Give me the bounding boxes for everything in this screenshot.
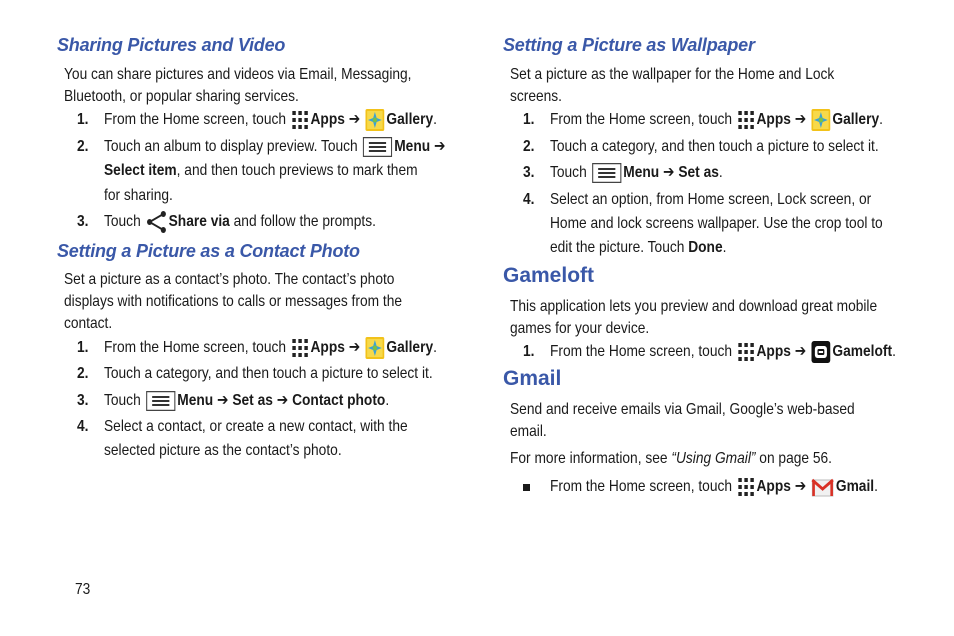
- gmail-bullet: [550, 475, 878, 499]
- gmail-label: Gmail: [835, 478, 875, 495]
- step-number: 2.: [77, 365, 89, 382]
- wallpaper-step1: [550, 108, 883, 132]
- period: .: [718, 164, 723, 181]
- menu-icon: [592, 163, 621, 183]
- contact-step4-line2: selected picture as the contact’s photo.: [104, 442, 342, 459]
- menu-label: Menu: [177, 392, 214, 409]
- gallery-icon: [366, 109, 385, 131]
- menu-label: Menu: [394, 138, 431, 155]
- heading-contact-photo: Setting a Picture as a Contact Photo: [57, 241, 360, 261]
- arrow: ➔: [794, 343, 807, 360]
- select-item-label: Select item: [104, 162, 177, 179]
- heading-gameloft: Gameloft: [503, 264, 595, 287]
- apps-grid-icon: [292, 110, 309, 130]
- gameloft-icon: [812, 341, 831, 363]
- sharing-step2-line2: [104, 159, 418, 183]
- done-label: Done: [688, 239, 723, 256]
- contact-step2: Touch a category, and then touch a picture to select it.: [104, 365, 433, 382]
- period: .: [722, 239, 727, 256]
- info-text: on page 56.: [759, 450, 833, 467]
- period: .: [385, 392, 390, 409]
- share-via-label: Share via: [168, 213, 230, 230]
- period: .: [874, 478, 878, 495]
- arrow: ➔: [348, 339, 361, 356]
- step-number: 3.: [77, 213, 89, 230]
- gmail-intro-line1: Send and receive emails via Gmail, Google’s web-based: [510, 401, 855, 418]
- wallpaper-step4-line2: Home and lock screens wallpaper. Use the crop tool to: [550, 215, 883, 232]
- step-number: 4.: [77, 418, 89, 435]
- contact-step4-line1: Select a contact, or create a new contact, with the: [104, 418, 408, 435]
- cross-reference-link[interactable]: “Using Gmail”: [671, 450, 756, 467]
- step-text: From the Home screen, touch: [104, 111, 287, 128]
- step-text: Touch: [104, 213, 141, 230]
- gameloft-intro-line1: This application lets you preview and download great mobile: [510, 298, 878, 315]
- apps-label: Apps: [310, 339, 345, 356]
- period: .: [892, 343, 896, 360]
- apps-grid-icon: [738, 477, 755, 497]
- contact-step1: [104, 336, 437, 360]
- wallpaper-step2: Touch a category, and then touch a picture to select it.: [550, 138, 879, 155]
- step-text: From the Home screen, touch: [104, 339, 287, 356]
- sharing-step3: [104, 210, 376, 234]
- step-text: From the Home screen, touch: [550, 478, 733, 495]
- sharing-intro-line1: You can share pictures and videos via Email, Messaging,: [64, 66, 412, 83]
- step-text: and follow the prompts.: [233, 213, 376, 230]
- step-text: From the Home screen, touch: [550, 111, 733, 128]
- step-number: 2.: [523, 138, 535, 155]
- share-icon: [146, 211, 167, 233]
- gameloft-step1: [550, 340, 896, 364]
- step-text: Touch an album to display preview. Touch: [104, 138, 358, 155]
- step-number: 4.: [523, 191, 535, 208]
- step-number: 1.: [77, 111, 89, 128]
- wallpaper-step3: [550, 161, 723, 185]
- wallpaper-step4-line3: [550, 236, 726, 260]
- step-number: 2.: [77, 138, 89, 155]
- menu-label: Menu: [623, 164, 660, 181]
- heading-sharing-pictures: Sharing Pictures and Video: [57, 35, 286, 55]
- sharing-step2-line3: for sharing.: [104, 187, 173, 204]
- gallery-label: Gallery: [832, 111, 880, 128]
- info-text: For more information, see: [510, 450, 668, 467]
- bullet-marker: [523, 484, 530, 491]
- step-text: From the Home screen, touch: [550, 343, 733, 360]
- gallery-label: Gallery: [386, 111, 434, 128]
- apps-grid-icon: [292, 338, 309, 358]
- apps-grid-icon: [738, 342, 755, 362]
- step-number: 3.: [523, 164, 535, 181]
- step-text: Touch: [550, 164, 587, 181]
- step-text: edit the picture. Touch: [550, 239, 685, 256]
- period: .: [433, 339, 437, 356]
- arrow: ➔: [794, 478, 807, 495]
- step-number: 1.: [523, 343, 535, 360]
- gameloft-label: Gameloft: [832, 343, 893, 360]
- gmail-intro-line2: email.: [510, 423, 547, 440]
- contact-step3: [104, 389, 389, 413]
- arrow: ➔: [433, 138, 446, 155]
- arrow: ➔: [348, 111, 361, 128]
- page-number: 73: [75, 581, 91, 598]
- step-number: 3.: [77, 392, 89, 409]
- menu-icon: [146, 391, 175, 411]
- period: .: [433, 111, 437, 128]
- arrow: ➔: [662, 164, 675, 181]
- step-text: , and then touch previews to mark them: [176, 162, 418, 179]
- gallery-icon: [812, 109, 831, 131]
- apps-label: Apps: [310, 111, 345, 128]
- set-as-label: Set as: [232, 392, 273, 409]
- heading-wallpaper: Setting a Picture as Wallpaper: [503, 35, 755, 55]
- wallpaper-step4-line1: Select an option, from Home screen, Lock screen, or: [550, 191, 872, 208]
- apps-label: Apps: [756, 111, 791, 128]
- gmail-icon: [812, 476, 834, 498]
- heading-gmail: Gmail: [503, 367, 562, 390]
- apps-label: Apps: [756, 478, 791, 495]
- wallpaper-intro-line1: Set a picture as the wallpaper for the Home and Lock: [510, 66, 835, 83]
- contact-intro-line2: displays with notifications to calls or messages from the: [64, 293, 403, 310]
- set-as-label: Set as: [678, 164, 719, 181]
- gmail-info: [510, 448, 832, 470]
- contact-photo-label: Contact photo: [292, 392, 386, 409]
- arrow: ➔: [794, 111, 807, 128]
- gallery-label: Gallery: [386, 339, 434, 356]
- sharing-step1: [104, 108, 437, 132]
- contact-intro-line1: Set a picture as a contact’s photo. The contact’s photo: [64, 271, 395, 288]
- period: .: [879, 111, 883, 128]
- sharing-intro-line2: Bluetooth, or popular sharing services.: [64, 88, 299, 105]
- gameloft-intro-line2: games for your device.: [510, 320, 650, 337]
- contact-intro-line3: contact.: [64, 315, 113, 332]
- arrow: ➔: [276, 392, 289, 409]
- step-number: 1.: [523, 111, 535, 128]
- apps-label: Apps: [756, 343, 791, 360]
- gallery-icon: [366, 337, 385, 359]
- wallpaper-intro-line2: screens.: [510, 88, 563, 105]
- sharing-step2-line1: [104, 135, 446, 159]
- menu-icon: [363, 137, 392, 157]
- apps-grid-icon: [738, 110, 755, 130]
- step-number: 1.: [77, 339, 89, 356]
- arrow: ➔: [216, 392, 229, 409]
- step-text: Touch: [104, 392, 141, 409]
